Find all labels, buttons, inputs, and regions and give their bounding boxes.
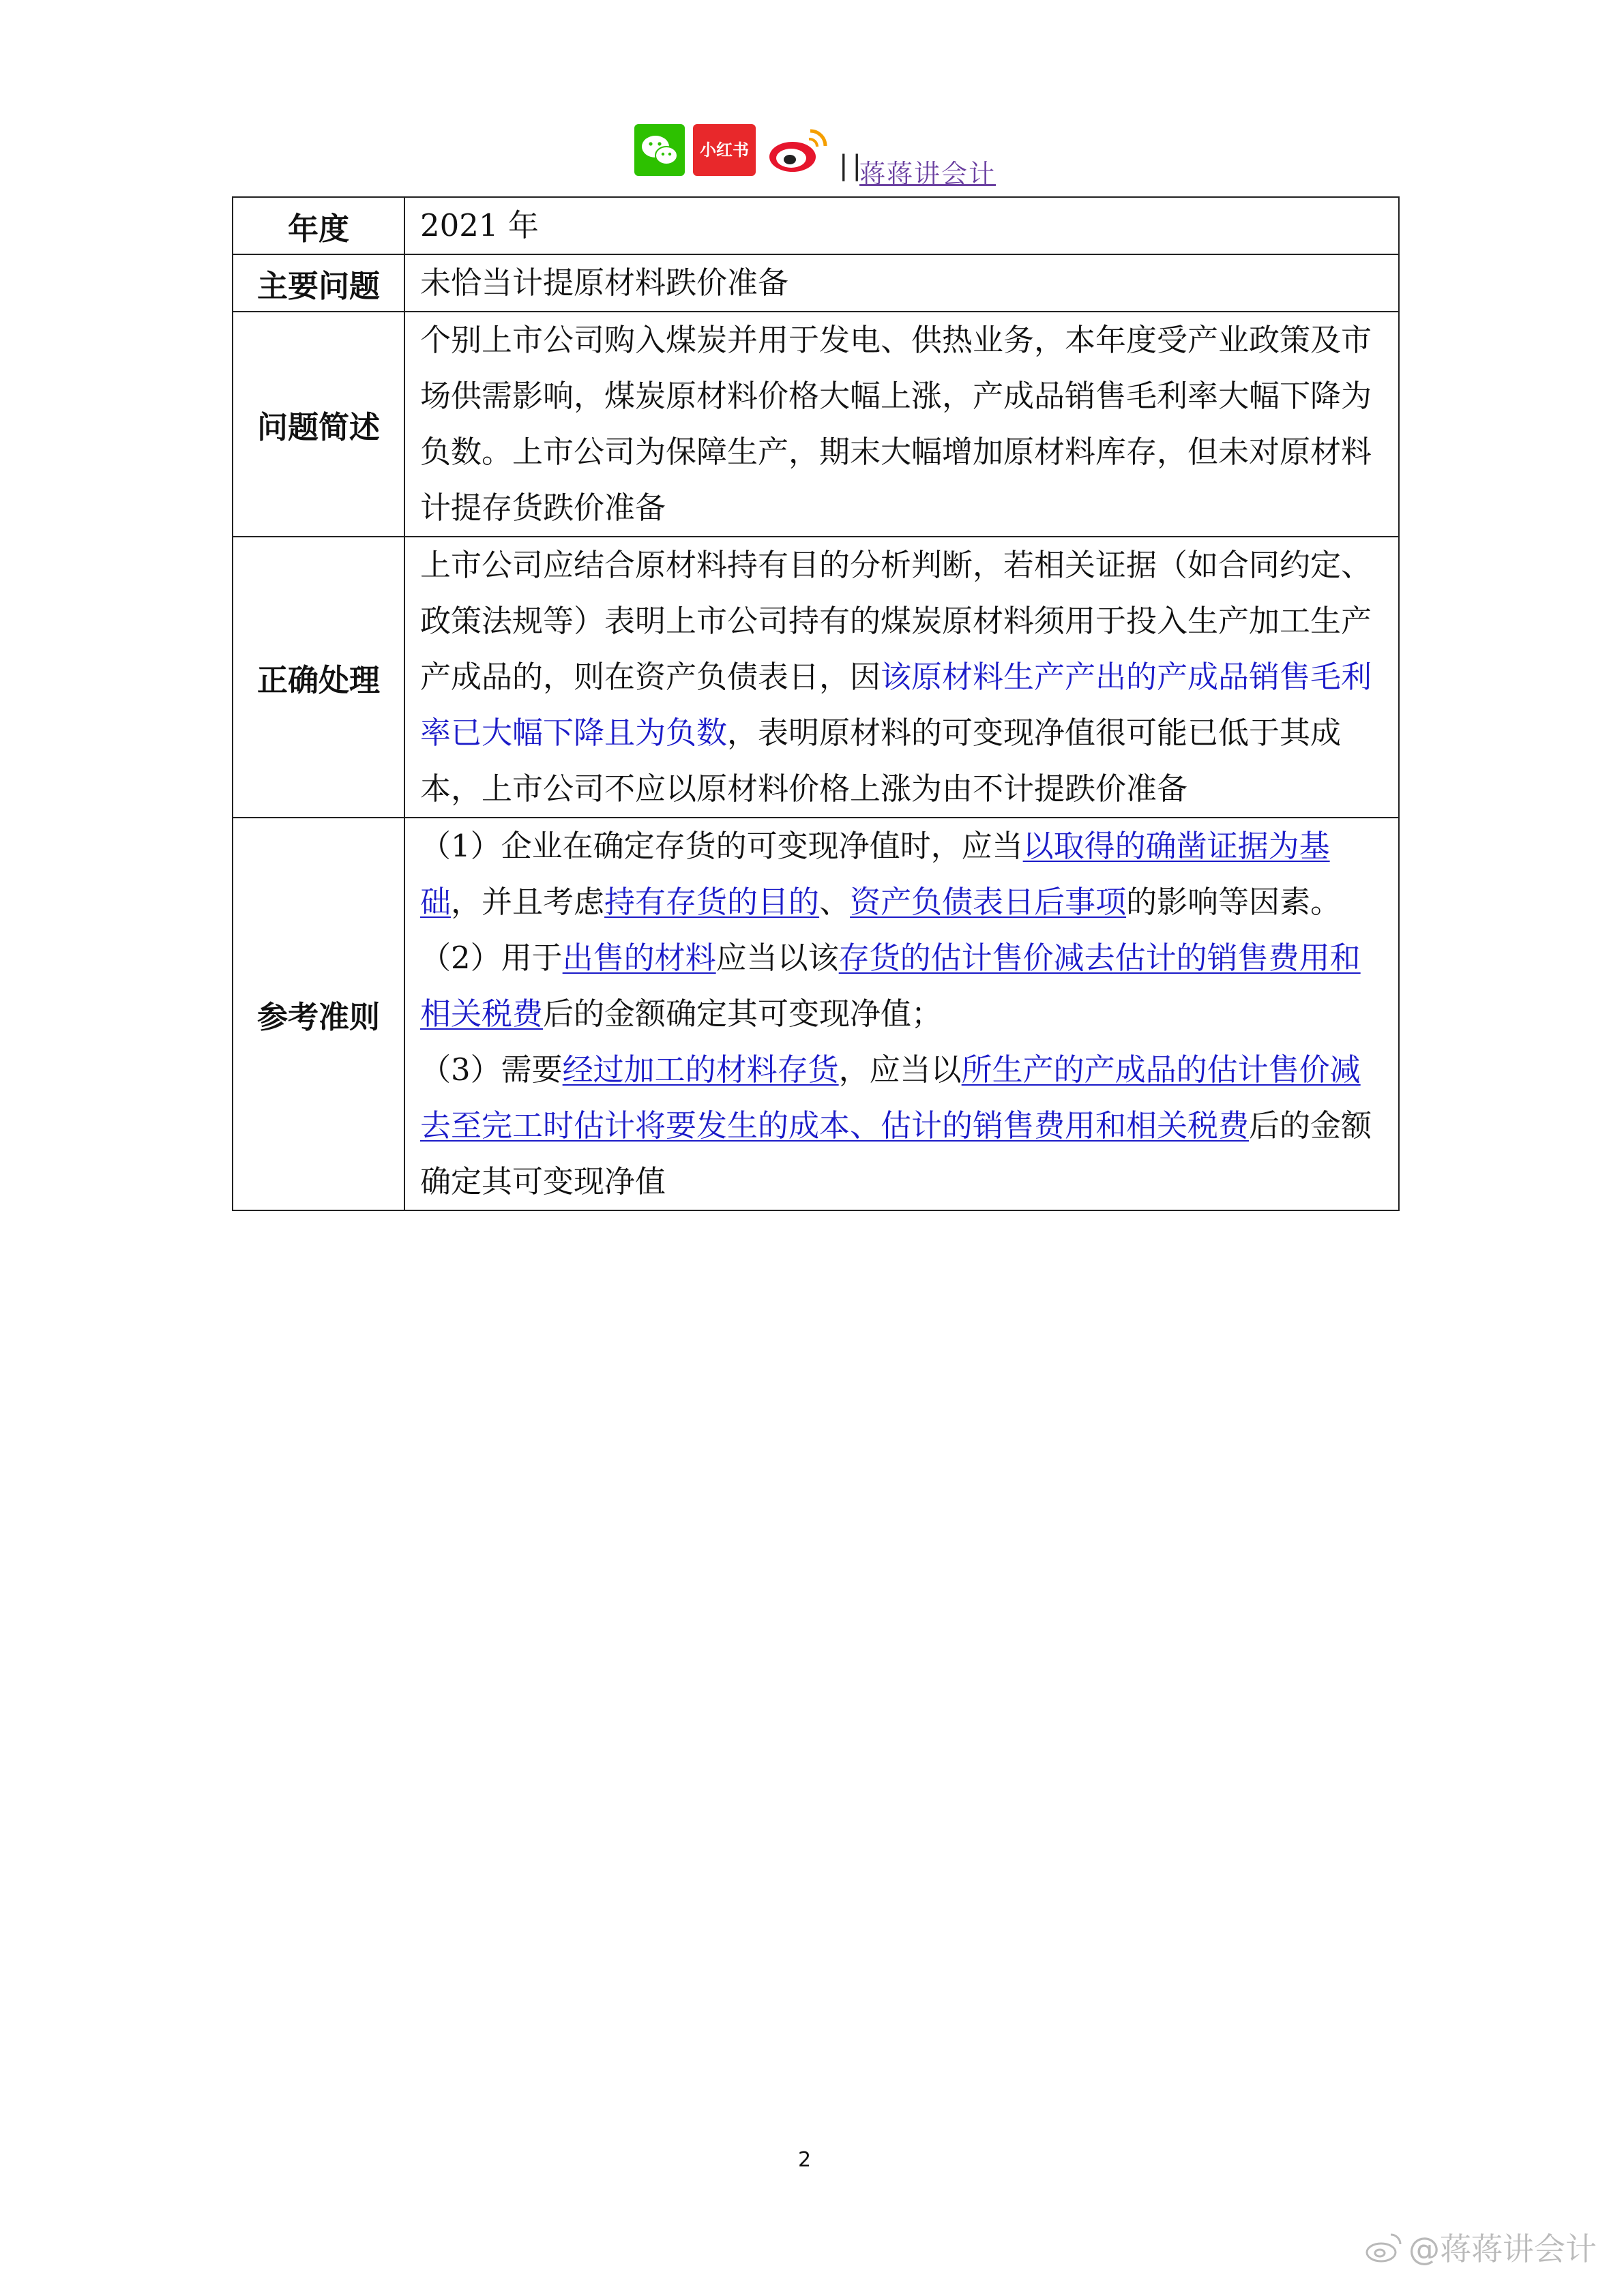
text-segment: （3）需要 [420, 1052, 563, 1088]
text-segment: 后的金额确定其可变现净值； [543, 996, 943, 1032]
text-segment: 上市公司应结合原材料持有目的分析判断，若相关证据（如合同约定、政策法规等）表明上市公司持有的煤炭原材料须用于投入生产加工生产产成品的，则在资产负债表日，因 [420, 547, 1372, 695]
row-label: 问题简述 [233, 312, 404, 537]
text-segment: 、 [819, 884, 851, 920]
weibo-icon [765, 124, 831, 176]
text-segment: 后的金额确定其可变现净值 [420, 1107, 1372, 1199]
highlighted-text: 出售的材料 [562, 940, 716, 976]
row-label: 参考准则 [233, 818, 404, 1210]
watermark-text: @蒋蒋讲会计 [1408, 2231, 1597, 2267]
header [634, 115, 1016, 189]
text-segment: （2）用于 [420, 940, 563, 976]
table-row [233, 197, 1399, 254]
table-row [233, 312, 1399, 537]
row-content [404, 537, 1399, 818]
row-content: 个别上市公司购入煤炭并用于发电、供热业务，本年度受产业政策及市场供需影响，煤炭原材料价格大幅上涨，产成品销售毛利率大幅下降为负数。上市公司为保障生产，期末大幅增加原材料库存，但未对原材料计提存货跌价准备 [404, 312, 1399, 537]
row-content: 2021 年 [404, 197, 1399, 254]
text-segment: 的影响等因素。 [1126, 884, 1342, 920]
page-number: 2 [798, 2148, 812, 2172]
table-row [233, 254, 1399, 312]
row-label: 主要问题 [233, 254, 404, 312]
row-content [404, 818, 1399, 1210]
highlighted-text: 所生产的产成品的估计售价减去至完工时估计将要发生的成本、估计的销售费用和相关税费 [420, 1052, 1361, 1144]
text-segment: ，并且考虑 [451, 884, 605, 920]
table-row [233, 537, 1399, 818]
text-segment: ，应当以 [838, 1052, 962, 1088]
audit-issue-table [232, 196, 1400, 1211]
wechat-icon [634, 124, 685, 176]
row-content: 未恰当计提原材料跌价准备 [404, 254, 1399, 312]
highlighted-text: 持有存货的目的 [604, 884, 820, 920]
text-segment: 应当以该 [715, 940, 839, 976]
highlighted-text: 该原材料生产产出的产成品销售毛利率已大幅下降且为负数 [420, 659, 1372, 751]
header-brand[interactable]: 蒋蒋讲会计 [859, 159, 996, 189]
xiaohongshu-logo: 小红书 [693, 124, 756, 176]
watermark [1365, 2224, 1597, 2271]
highlighted-text: 存货的估计售价减去估计的销售费用和相关税费 [420, 940, 1361, 1032]
row-label: 年度 [233, 197, 404, 254]
text-segment: （1）企业在确定存货的可变现净值时，应当 [420, 828, 1023, 864]
highlighted-text: 以取得的确凿证据为基础 [420, 828, 1330, 920]
weibo-watermark-icon [1365, 2232, 1403, 2271]
table-row [233, 818, 1399, 1210]
standard-paragraph-1 [420, 818, 1383, 930]
highlighted-text: 经过加工的材料存货 [562, 1052, 839, 1088]
highlighted-text: 资产负债表日后事项 [850, 884, 1127, 920]
standard-paragraph-3 [420, 1042, 1383, 1210]
header-separator: || [839, 150, 866, 181]
text-segment: ，表明原材料的可变现净值很可能已低于其成本，上市公司不应以原材料价格上涨为由不计提跌价准备 [420, 715, 1342, 807]
standard-paragraph-2 [420, 930, 1383, 1042]
row-label: 正确处理 [233, 537, 404, 818]
